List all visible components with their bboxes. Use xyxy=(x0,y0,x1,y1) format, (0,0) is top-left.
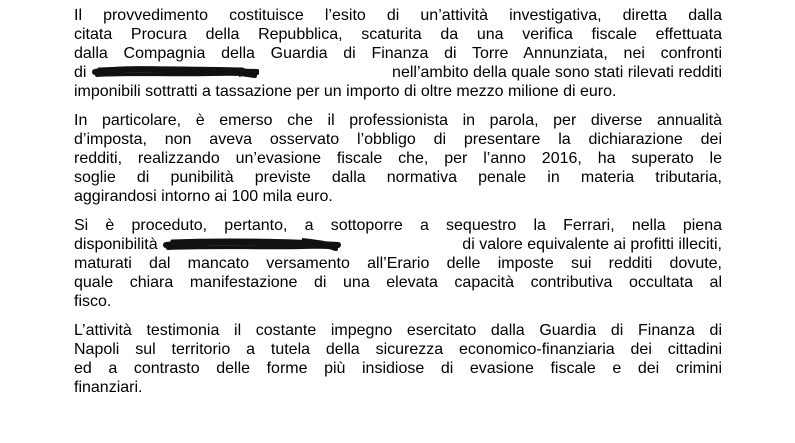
text-segment: di valore equivalente ai profitti illeciti, xyxy=(457,236,722,253)
document-body xyxy=(74,6,722,407)
paragraph-3 xyxy=(74,216,722,311)
text-line: Il provvedimento costituisce l’esito di un’attività investigativa, diretta dalla xyxy=(74,7,722,24)
text-line: Si è proceduto, pertanto, a sottoporre a sequestro la Ferrari, nella piena xyxy=(74,217,722,234)
text-segment: di xyxy=(74,64,91,81)
text-line: quale chiara manifestazione di una elevata capacità contributiva occultata al xyxy=(74,274,722,291)
text-line: dalla Compagnia della Guardia di Finanza di Torre Annunziata, nei confronti xyxy=(74,45,722,62)
paragraph-4 xyxy=(74,321,722,397)
text-segment: nell’ambito della quale sono stati rilevati redditi xyxy=(387,64,722,81)
text-line-redacted xyxy=(74,235,722,254)
text-line: L’attività testimonia il costante impegno esercitato dalla Guardia di Finanza di xyxy=(74,322,722,339)
redaction-scribble xyxy=(162,235,342,254)
paragraph-2 xyxy=(74,111,722,206)
text-line: citata Procura della Repubblica, scaturita da una verifica fiscale effettuata xyxy=(74,26,722,43)
text-line: d’imposta, non aveva osservato l’obbligo di presentare la dichiarazione dei xyxy=(74,131,722,148)
paragraph-1 xyxy=(74,6,722,101)
text-segment: disponibilità xyxy=(74,236,163,253)
text-line: fisco. xyxy=(74,293,112,310)
text-line: Napoli sul territorio a tutela della sicurezza economico-finanziaria dei cittadini xyxy=(74,341,722,358)
text-line: ed a contrasto delle forme più insidiose di evasione fiscale e dei crimini xyxy=(74,360,722,377)
text-line: In particolare, è emerso che il professionista in parola, per diverse annualità xyxy=(74,112,722,129)
redaction-scribble xyxy=(91,63,259,82)
text-line: finanziari. xyxy=(74,379,143,396)
text-line: maturati dal mancato versamento all’Erario delle imposte sui redditi dovute, xyxy=(74,255,722,272)
text-line: redditi, realizzando un’evasione fiscale che, per l’anno 2016, ha superato le xyxy=(74,150,722,167)
text-line: aggirandosi intorno ai 100 mila euro. xyxy=(74,188,333,205)
text-line-redacted xyxy=(74,63,722,82)
text-line: soglie di punibilità previste dalla normativa penale in materia tributaria, xyxy=(74,169,722,186)
text-line: imponibili sottratti a tassazione per un importo di oltre mezzo milione di euro. xyxy=(74,83,617,100)
